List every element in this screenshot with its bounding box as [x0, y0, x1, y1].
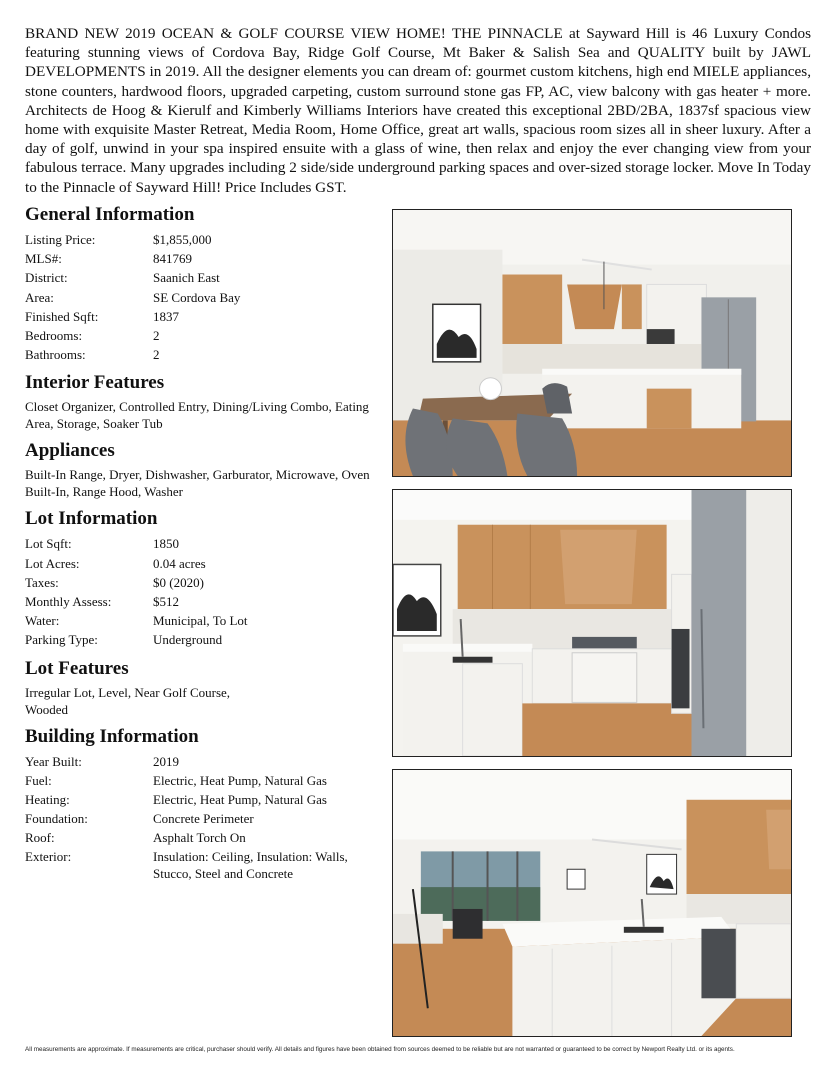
details-column — [25, 204, 370, 882]
lot-row — [25, 573, 370, 592]
lot-information-heading: Lot Information — [25, 508, 158, 530]
building-row — [25, 790, 370, 809]
field-value: Electric, Heat Pump, Natural Gas — [153, 792, 327, 808]
field-value: 2 — [153, 347, 160, 363]
field-value: 1850 — [153, 536, 179, 552]
field-label: District: — [25, 270, 68, 286]
building-information-list — [25, 752, 370, 882]
kitchen-island-illustration — [393, 770, 791, 1036]
field-label: Exterior: — [25, 848, 72, 864]
field-label: Roof: — [25, 830, 55, 846]
building-information-heading: Building Information — [25, 725, 199, 747]
field-value: $0 (2020) — [153, 574, 204, 590]
lot-features-text: Irregular Lot, Level, Near Golf Course, Wooded — [25, 684, 231, 717]
building-row — [25, 809, 370, 828]
field-value: Insulation: Ceiling, Insulation: Walls, Stucco, Steel and Concrete — [153, 848, 348, 881]
field-label: Listing Price: — [25, 232, 96, 247]
field-label: Foundation: — [25, 811, 88, 827]
field-label: MLS#: — [25, 251, 62, 267]
general-row — [25, 230, 370, 249]
disclaimer: All measurements are approximate. If measurements are critical, purchaser should verify. All details and figures have been obtained from sources deemed to be reliable but are not warranted or guaranteed to be correct by Newport Realty Ltd. or its agents. — [25, 1046, 735, 1053]
building-row — [25, 752, 370, 771]
field-value: Underground — [153, 632, 223, 648]
interior-features-heading: Interior Features — [25, 372, 165, 394]
lot-row — [25, 534, 370, 553]
field-label: Lot Acres: — [25, 555, 80, 571]
field-label: Heating: — [25, 792, 70, 808]
appliances-text: Built-In Range, Dryer, Dishwasher, Garburator, Microwave, Oven Built-In, Range Hood, Washer — [25, 467, 370, 500]
kitchen-dining-illustration — [393, 210, 791, 476]
lot-row — [25, 592, 370, 611]
general-information-list — [25, 230, 370, 364]
field-label: Year Built: — [25, 753, 82, 769]
kitchen-range-illustration — [393, 490, 791, 756]
field-label: Water: — [25, 613, 60, 629]
building-row — [25, 828, 370, 847]
general-row — [25, 268, 370, 287]
lot-row — [25, 611, 370, 630]
field-label: Bathrooms: — [25, 347, 86, 363]
lot-features-heading: Lot Features — [25, 657, 129, 679]
listing-description: BRAND NEW 2019 OCEAN & GOLF COURSE VIEW HOME! THE PINNACLE at Sayward Hill is 46 Luxury Condos featuring stunning views of Cordova Bay, Ridge Golf Course, Mt Baker & Salish Sea and QUALITY built by JAWL DEVELOPMENTS in 2019. All the designer elements you can dream of: gourmet custom kitchens, high end MIELE appliances, stone counters, hardwood floors, upgraded carpeting, custom surround stone gas FP, AC, view balcony with gas heater + more. Architects de Hoog & Kierulf and Kimberly Williams Interiors have created this exceptional 2BD/2BA, 1837sf spacious view home with exquisite Master Retreat, Media Room, Home Office, great art walls, spacious room sizes all in sheer luxury. After a day of golf, unwind in your spa inspired ensuite with a glass of wine, then relax and enjoy the ever changing view from your fabulous terrace. Many upgrades including 2 side/side underground parking spaces and over-sized storage locker. Move In Today to the Pinnacle of Sayward Hill! Price Includes GST. — [25, 25, 811, 196]
field-value: 1837 — [153, 308, 179, 324]
general-row — [25, 345, 370, 364]
field-label: Area: — [25, 289, 54, 305]
field-value: Concrete Perimeter — [153, 811, 254, 827]
field-label: Lot Sqft: — [25, 536, 72, 552]
field-value: Electric, Heat Pump, Natural Gas — [153, 772, 327, 788]
lot-row — [25, 630, 370, 649]
building-row — [25, 771, 370, 790]
interior-features-text: Closet Organizer, Controlled Entry, Dining/Living Combo, Eating Area, Storage, Soaker Tub — [25, 399, 369, 432]
general-information-heading: General Information — [25, 204, 195, 225]
appliances-heading: Appliances — [25, 440, 115, 462]
field-label: Finished Sqft: — [25, 308, 99, 324]
field-value: Asphalt Torch On — [153, 830, 246, 846]
field-value: 0.04 acres — [153, 555, 206, 571]
field-value: SE Cordova Bay — [153, 289, 241, 305]
field-value: 2 — [153, 328, 160, 344]
field-value: Municipal, To Lot — [153, 613, 248, 629]
lot-row — [25, 554, 370, 573]
building-row — [25, 848, 370, 882]
field-label: Bedrooms: — [25, 328, 83, 344]
field-label: Monthly Assess: — [25, 594, 112, 610]
field-label: Parking Type: — [25, 632, 98, 648]
field-label: Fuel: — [25, 772, 52, 788]
lot-information-list — [25, 534, 370, 649]
kitchen-island-view-photo — [392, 769, 792, 1037]
field-value: 2019 — [153, 753, 179, 769]
field-label: Taxes: — [25, 574, 59, 590]
general-row — [25, 249, 370, 268]
general-row — [25, 307, 370, 326]
field-value: $1,855,000 — [153, 232, 212, 247]
field-value: Saanich East — [153, 270, 220, 286]
kitchen-range-photo — [392, 489, 792, 757]
general-row — [25, 326, 370, 345]
kitchen-dining-photo — [392, 209, 792, 477]
field-value: $512 — [153, 594, 179, 610]
general-row — [25, 288, 370, 307]
field-value: 841769 — [153, 251, 192, 267]
